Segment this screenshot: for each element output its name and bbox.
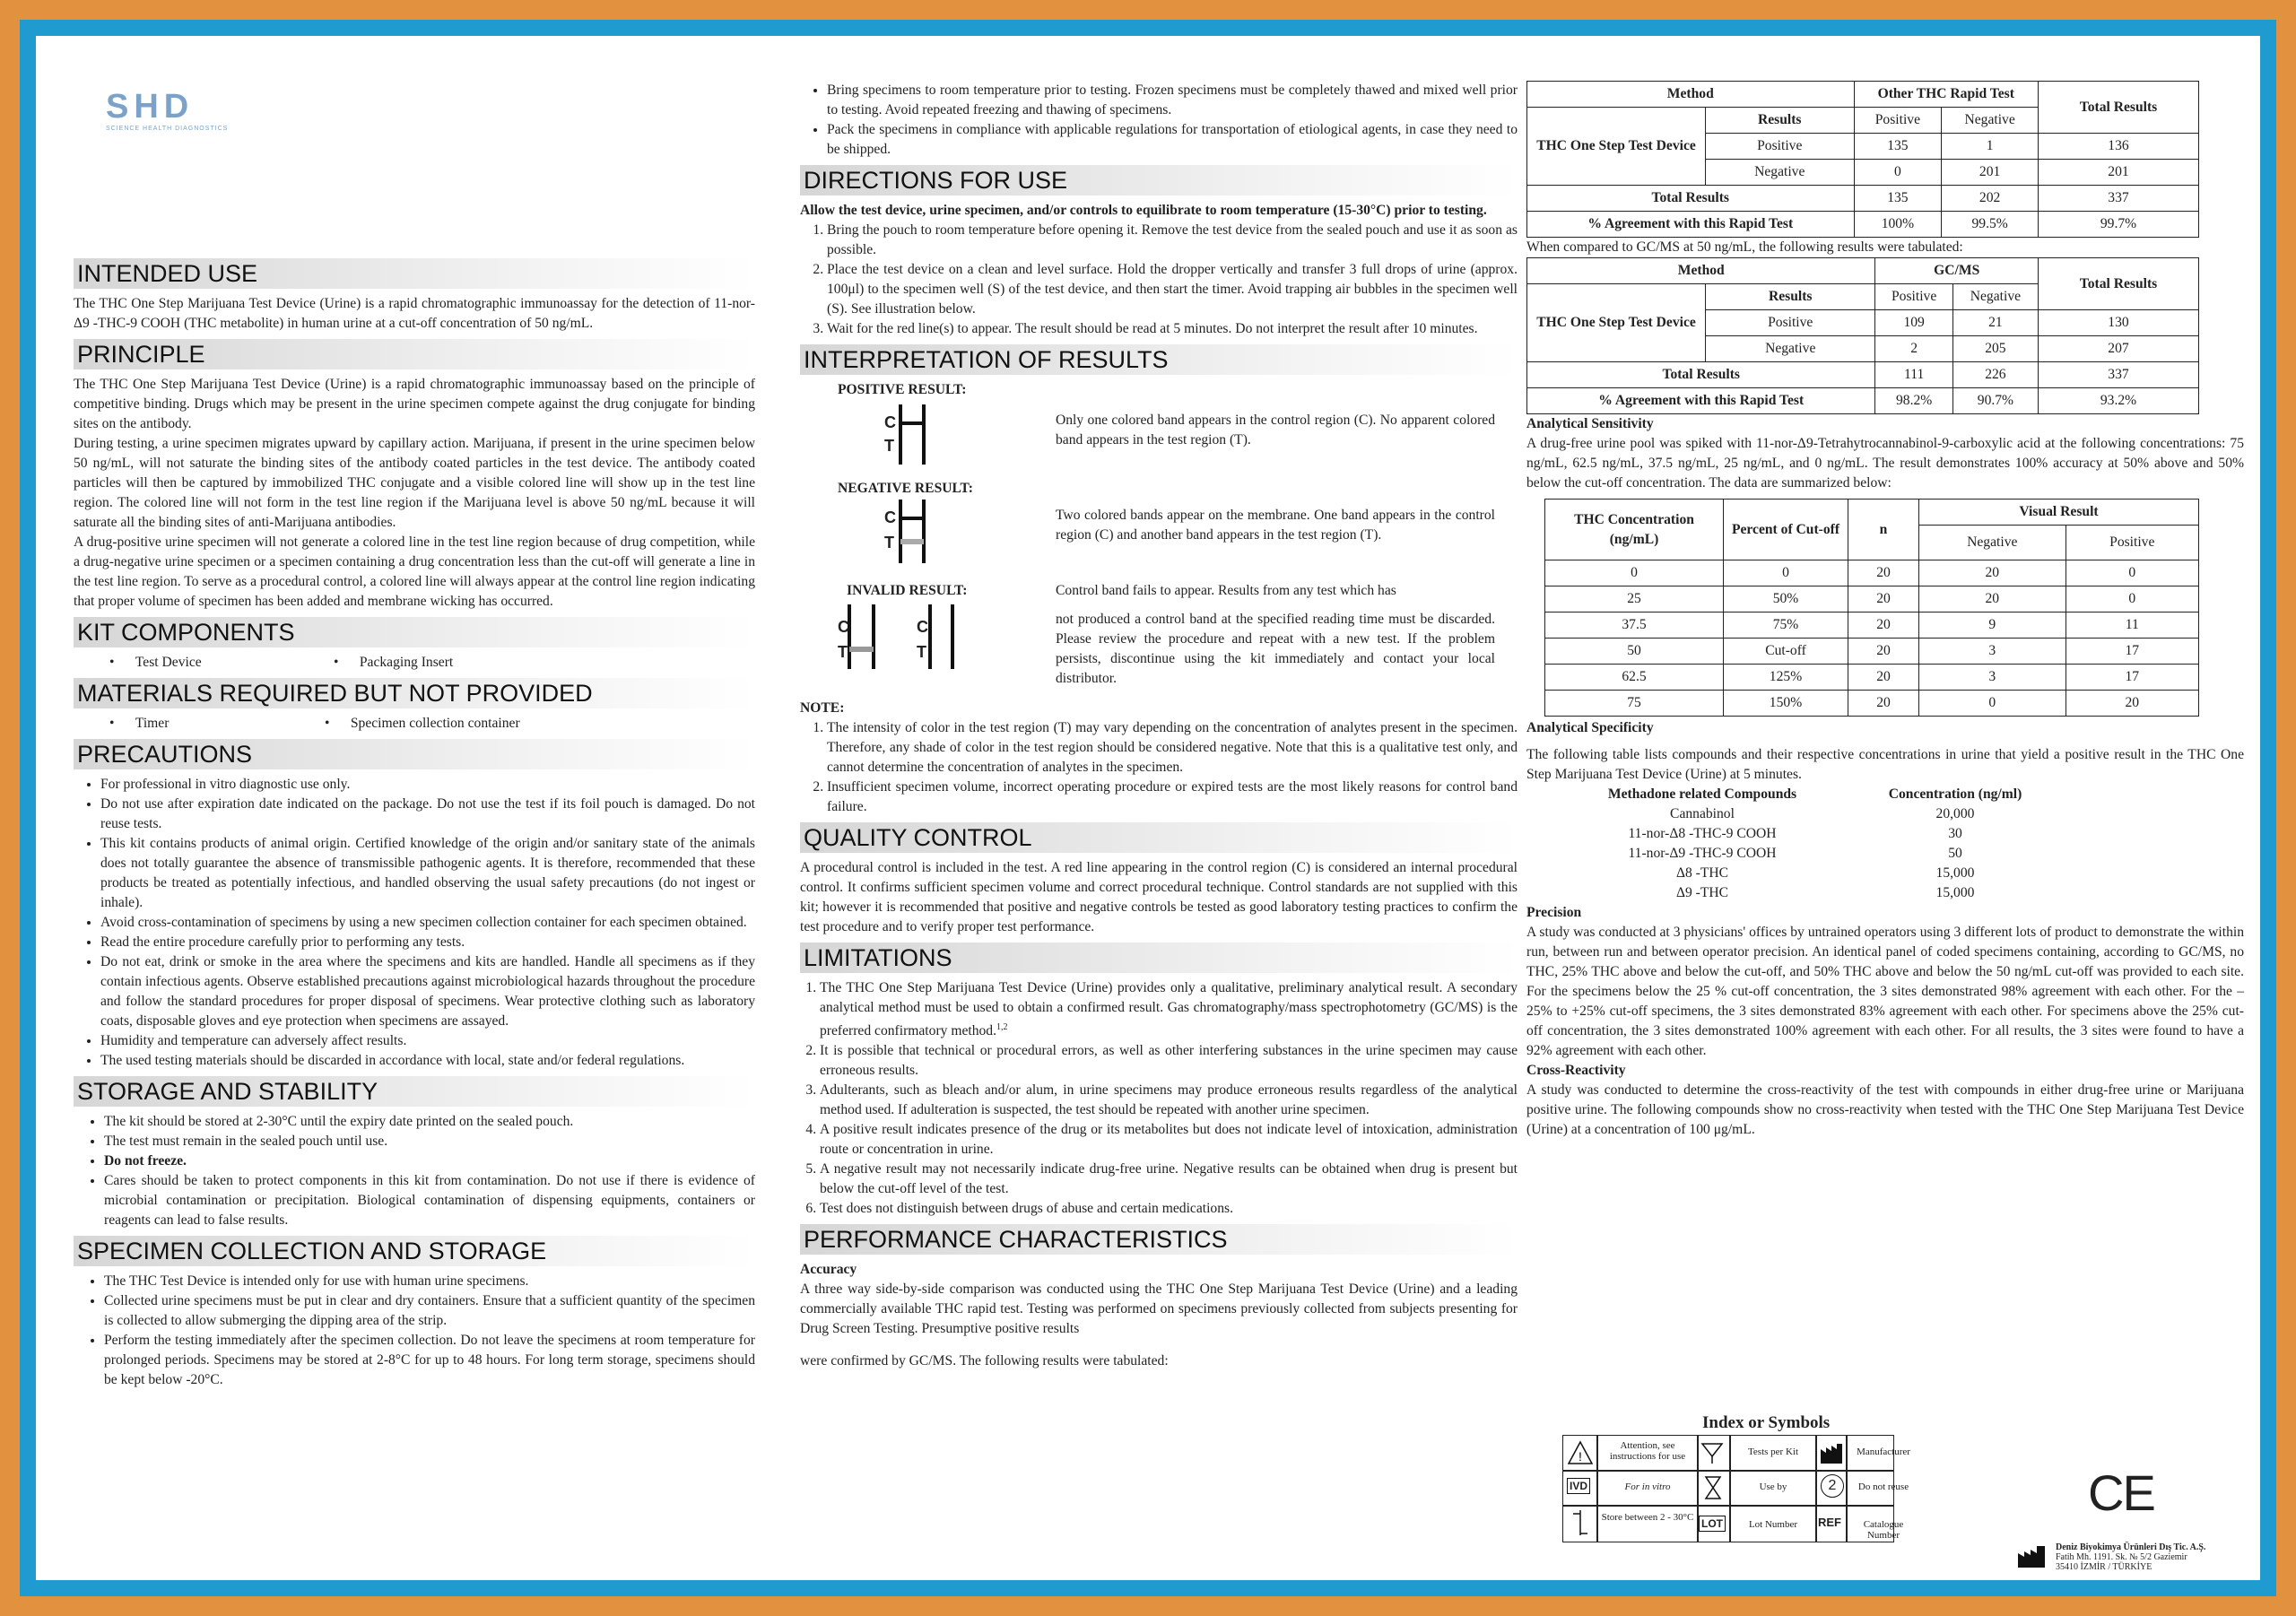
sensitivity-table — [1544, 499, 2199, 717]
table-cell: 0 — [2066, 560, 2198, 586]
analytical-specificity-label: Analytical Specificity — [1526, 720, 1654, 735]
direction-step: 1. Bring the pouch to room temperature before opening it. Remove the test device from the sealed pouch and use it as soon as possible. — [827, 221, 1518, 260]
table-row — [1562, 844, 2068, 864]
factory-icon — [2016, 1542, 2048, 1569]
manufacturer-icon — [1819, 1440, 1844, 1465]
table-cell: 201 — [1942, 160, 2039, 186]
analytical-sensitivity-label: Analytical Sensitivity — [1526, 416, 1654, 431]
table-row-header: % Agreement with this Rapid Test — [1527, 212, 1855, 238]
table-cell: 2 — [1875, 336, 1952, 362]
directions-lead: Allow the test device, urine specimen, and/or controls to equilibrate to room temperature (15-30°C) prior to testing. — [800, 203, 1487, 218]
negative-c-label: C — [884, 508, 896, 526]
material-item-container: • Specimen collection container — [325, 716, 520, 731]
table-cell: 37.5 — [1545, 613, 1724, 639]
precaution-item: • This kit contains products of animal origin. Certified knowledge of the origin and/or sanitary state of the animals does not totally guarantee the absence of transmissible pathogenic agents. It is therefore, recommended that these products be treated as potentially infectious, and handled observing the usual safety precautions (do not ingest or inhale). — [100, 834, 755, 913]
limitations-list — [800, 978, 1518, 1219]
positive-result-label: POSITIVE RESULT: — [838, 382, 967, 397]
invalid-t-label-2: T — [917, 643, 926, 661]
limitation-item: 1. The THC One Step Marijuana Test Device (Urine) provides only a qualitative, preliminary analytical result. A secondary analytical method must be used to obtain a confirmed result. Gas chromatography/mass spectrophotometry (GC/MS) is the preferred confirmatory method.$^{1,2}$ — [820, 978, 1518, 1041]
negative-result-strip-icon — [881, 495, 944, 567]
analytical-specificity-text: The following table lists compounds and their respective concentrations in urine that yield a positive result in the THC One Step Marijuana Test Device (Urine) at 5 minutes. — [1526, 747, 2244, 782]
table-row — [1545, 586, 2199, 613]
specimen-item: • Pack the specimens in compliance with applicable regulations for transportation of etiological agents, in case they need to be shipped. — [827, 120, 1518, 160]
kit-item-test-device: • Test Device — [109, 655, 202, 670]
table-header: Other THC Rapid Test — [1854, 82, 2038, 108]
tests-per-kit-label: Tests per Kit — [1747, 1447, 1799, 1457]
manufacturer-name: Deniz Biyokimya Ürünleri Dış Tic. A.Ş. — [2056, 1542, 2206, 1552]
ref-icon: REF — [1818, 1516, 1841, 1529]
principle-heading: PRINCIPLE — [74, 339, 755, 369]
table-cell: 17 — [2066, 639, 2198, 665]
table-cell: 20 — [1848, 613, 1919, 639]
specimen-item: • Bring specimens to room temperature prior to testing. Frozen specimens must be completely thawed and mixed well prior to testing. Avoid repeated freezing and thawing of specimens. — [827, 81, 1518, 120]
table-cell: 11-nor-Δ9 -THC-9 COOH — [1628, 846, 1777, 861]
table-cell: 50 — [1545, 639, 1724, 665]
accuracy-rapid-test-table — [1526, 81, 2199, 238]
limitation-reference: 1,2 — [996, 1022, 1008, 1032]
table-cell: 21 — [1952, 310, 2038, 336]
precautions-list — [74, 775, 755, 1071]
table-cell: 0 — [1854, 160, 1942, 186]
kit-components-heading: KIT COMPONENTS — [74, 617, 755, 647]
specimen-item: • Perform the testing immediately after the specimen collection. Do not leave the specimens at room temperature for prolonged periods. Specimens may be stored at 2-8°C for up to 48 hours. For long term storage, specimens should be kept below -20°C. — [104, 1331, 755, 1390]
limitation-item: 4. A positive result indicates presence of the drug or its metabolites but does not indicate level of intoxication, administration route or concentration in urine. — [820, 1120, 1518, 1160]
table-row-header: Total Results — [1527, 362, 1875, 388]
interpretation-block — [800, 380, 1518, 699]
catalogue-number-label: Catalogue Number — [1863, 1519, 1904, 1541]
table-cell: Cut-off — [1724, 639, 1848, 665]
table-cell: 93.2% — [2039, 388, 2199, 414]
leaflet-sheet — [36, 36, 2260, 1580]
table-cell: 20 — [1848, 691, 1919, 717]
storage-list — [74, 1112, 755, 1230]
storage-temperature-label: Store between 2 - 30°C — [1601, 1512, 1694, 1523]
hourglass-icon — [1700, 1474, 1726, 1501]
temperature-icon — [1568, 1508, 1593, 1539]
symbols-divider — [1562, 1470, 1894, 1472]
table-header: Results — [1706, 284, 1875, 310]
table-header: Concentration (ng/ml) — [1888, 786, 2022, 802]
in-vitro-label: For in vitro — [1624, 1481, 1671, 1492]
principle-para-3: A drug-positive urine specimen will not generate a colored line in the test line region because of drug competition, while a drug-negative urine specimen or a specimen containing a drug concentration less than the cut-off will generate a line in the test line region. To serve as a procedural control, a colored line will always appear at the control line region indicating that proper volume of specimen has been added and membrane wicking has occurred. — [74, 534, 755, 609]
ivd-icon: IVD — [1567, 1478, 1590, 1494]
table-cell: 135 — [1854, 134, 1942, 160]
table-cell: 207 — [2039, 336, 2199, 362]
table-cell: 125% — [1724, 665, 1848, 691]
principle-para-1: The THC One Step Marijuana Test Device (Urine) is a rapid chromatographic immunoassay based on the principle of competitive binding. Drugs which may be present in the urine specimen compete against the drug conjugate for binding sites on the antibody. — [74, 377, 755, 431]
invalid-c-label-2: C — [917, 618, 928, 636]
table-header: Positive — [1854, 108, 1942, 134]
table-cell: Cannabinol — [1670, 806, 1735, 821]
table-header: Positive — [1875, 284, 1952, 310]
table-cell: 99.7% — [2039, 212, 2199, 238]
table-cell: 20 — [1919, 586, 2066, 613]
attention-label: Attention, see instructions for use — [1609, 1440, 1686, 1462]
precaution-item: • The used testing materials should be discarded in accordance with local, state and/or federal regulations. — [100, 1051, 755, 1071]
table-cell: 25 — [1545, 586, 1724, 613]
note-item: 1. The intensity of color in the test region (T) may vary depending on the concentration of analytes present in the specimen. Therefore, any shade of color in the test region should be considered negative. Note that this is a qualitative test only, and cannot determine the concentration of analytes in the specimen. — [827, 718, 1518, 778]
accuracy-text-continued: were confirmed by GC/MS. The following results were tabulated: — [800, 1353, 1169, 1369]
accuracy-label: Accuracy — [800, 1262, 857, 1278]
material-item-timer: • Timer — [109, 716, 170, 731]
table-cell: 15,000 — [1935, 885, 1975, 900]
table-cell: 75 — [1545, 691, 1724, 717]
precaution-item: • Do not use after expiration date indicated on the package. Do not use the test if its foil pouch is damaged. Do not reuse tests. — [100, 795, 755, 834]
specimen-continued-list — [800, 81, 1518, 160]
table-row — [1562, 804, 2068, 824]
table-cell: 20 — [1848, 665, 1919, 691]
invalid-t-label-1: T — [838, 643, 848, 661]
table-cell: Δ8 -THC — [1675, 865, 1729, 881]
table-cell: 0 — [2066, 586, 2198, 613]
symbols-legend — [1562, 1435, 1910, 1542]
table-row — [1562, 864, 2068, 883]
table-cell: 0 — [1724, 560, 1848, 586]
table-cell: 99.5% — [1942, 212, 2039, 238]
table-cell: Positive — [1706, 134, 1855, 160]
table-cell: 62.5 — [1545, 665, 1724, 691]
table-cell: 136 — [2039, 134, 2199, 160]
lot-number-label: Lot Number — [1748, 1519, 1798, 1530]
manufacturer-address — [2056, 1542, 2205, 1572]
table-cell: 135 — [1854, 186, 1942, 212]
symbols-divider — [1562, 1505, 1894, 1507]
table-cell: 20,000 — [1935, 806, 1975, 821]
negative-t-label: T — [884, 534, 894, 552]
table-header: Negative — [1942, 108, 2039, 134]
table-cell: 11-nor-Δ8 -THC-9 COOH — [1628, 826, 1777, 841]
table-cell: 3 — [1919, 665, 2066, 691]
materials-heading: MATERIALS REQUIRED BUT NOT PROVIDED — [74, 678, 755, 708]
storage-item: • The kit should be stored at 2-30°C until the expiry date printed on the sealed pouch. — [104, 1112, 755, 1132]
warning-triangle-icon — [1568, 1440, 1593, 1465]
specificity-table — [1562, 785, 2068, 903]
accuracy-gcms-table — [1526, 257, 2199, 414]
invalid-c-label-1: C — [838, 618, 849, 636]
table-header: Visual Result — [1919, 500, 2199, 526]
precautions-heading: PRECAUTIONS — [74, 739, 755, 769]
directions-heading: DIRECTIONS FOR USE — [800, 165, 1518, 195]
quality-control-heading: QUALITY CONTROL — [800, 822, 1518, 853]
specimen-item: • Collected urine specimens must be put in clear and dry containers. Ensure that a sufficient quantity of the specimen is collected to allow submerging the dipping area of the strip. — [104, 1291, 755, 1331]
table-cell: Δ9 -THC — [1675, 885, 1729, 900]
precaution-item: • For professional in vitro diagnostic use only. — [100, 775, 755, 795]
limitation-item: 2. It is possible that technical or procedural errors, as well as other interfering substances in the urine specimen may cause erroneous results. — [820, 1041, 1518, 1081]
table-row — [1545, 560, 2199, 586]
table-cell: 109 — [1875, 310, 1952, 336]
invalid-result-label: INVALID RESULT: — [847, 583, 968, 598]
table-cell: 90.7% — [1952, 388, 2038, 414]
table-row — [1545, 665, 2199, 691]
specimen-item: • The THC Test Device is intended only for use with human urine specimens. — [104, 1272, 755, 1291]
table-cell: 111 — [1875, 362, 1952, 388]
storage-heading: STORAGE AND STABILITY — [74, 1076, 755, 1107]
table-cell: 75% — [1724, 613, 1848, 639]
table-row-header: THC One Step Test Device — [1527, 284, 1706, 362]
lot-icon: LOT — [1699, 1516, 1726, 1532]
table-header: Negative — [1952, 284, 2038, 310]
specimen-heading: SPECIMEN COLLECTION AND STORAGE — [74, 1236, 755, 1266]
direction-step: 2. Place the test device on a clean and level surface. Hold the dropper vertically and transfer 3 full drops of urine (approx. 100μl) to the specimen well (S) of the test device, and then start the timer. Avoid trapping air bubbles in the specimen well (S). See illustration below. — [827, 260, 1518, 319]
table-header: Negative — [1919, 526, 2066, 560]
limitation-item: 5. A negative result may not necessarily indicate drug-free urine. Negative results can be obtained when drug is present but below the cut-off level of the test. — [820, 1160, 1518, 1199]
table-header: Positive — [2066, 526, 2198, 560]
table-cell: 130 — [2039, 310, 2199, 336]
cross-reactivity-label: Cross-Reactivity — [1526, 1063, 1626, 1078]
precaution-item: • Read the entire procedure carefully prior to performing any tests. — [100, 933, 755, 952]
storage-item: • Cares should be taken to protect components in this kit from contamination. Do not use if there is evidence of microbial contamination or precipitation. Biological contamination of dispensing equipments, containers or reagents can lead to false results. — [104, 1171, 755, 1230]
table-cell: Negative — [1706, 160, 1855, 186]
ce-mark-icon: CE — [2088, 1464, 2154, 1521]
manufacturer-label: Manufacturer — [1857, 1447, 1910, 1457]
cross-reactivity-text: A study was conducted to determine the cross-reactivity of the test with compounds in either drug-free urine or Marijuana positive urine. The following compounds show no cross-reactivity when tested with the THC One Step Marijuana Test Device (Urine) at a concentration of 100 μg/mL. — [1526, 1082, 2244, 1137]
note-label: NOTE: — [800, 700, 845, 716]
column-2 — [800, 81, 1518, 1371]
accuracy-text: A three way side-by-side comparison was conducted using the THC One Step Marijuana Test Device (Urine) and a leading commercially available THC rapid test. Testing was performed on specimens previously collected from subjects presenting for Drug Screen Testing. Presumptive positive results — [800, 1282, 1518, 1337]
specimen-list — [74, 1272, 755, 1390]
tests-per-kit-icon — [1700, 1440, 1726, 1465]
table-row-header: % Agreement with this Rapid Test — [1527, 388, 1875, 414]
table-cell: 337 — [2039, 186, 2199, 212]
gcms-intro: When compared to GC/MS at 50 ng/mL, the following results were tabulated: — [1526, 239, 1963, 255]
table-header: Methadone related Compounds — [1607, 786, 1797, 802]
table-cell: 205 — [1952, 336, 2038, 362]
column-1 — [74, 253, 755, 1390]
limitations-heading: LIMITATIONS — [800, 943, 1518, 973]
table-cell: 50% — [1724, 586, 1848, 613]
table-cell: 98.2% — [1875, 388, 1952, 414]
table-row — [1562, 883, 2068, 903]
kit-components-list — [74, 653, 755, 673]
principle-para-2: During testing, a urine specimen migrates upward by capillary action. Marijuana, if present in the urine specimen below 50 ng/mL, will not saturate the binding sites of the antibody coated particles in the test device. The antibody coated particles will then be captured by immobilized THC conjugate and a visible colored line will show up in the test line region. The colored line will not form in the test line region if the Marijuana level is above 50 ng/mL because it will saturate all the binding sites of anti-Marijuana antibodies. — [74, 436, 755, 530]
table-cell: 30 — [1948, 826, 1962, 841]
table-cell: 15,000 — [1935, 865, 1975, 881]
kit-item-insert: • Packaging Insert — [334, 655, 454, 670]
shd-logo: SHD — [106, 88, 195, 126]
table-cell: Negative — [1706, 336, 1875, 362]
invalid-result-text-1: Control band fails to appear. Results from any test which has — [1056, 583, 1396, 598]
table-row — [1545, 639, 2199, 665]
table-row-header: THC One Step Test Device — [1527, 108, 1706, 186]
table-cell: 20 — [1848, 560, 1919, 586]
svg-text:!: ! — [1578, 1449, 1582, 1464]
table-cell: 9 — [1919, 613, 2066, 639]
negative-result-label: NEGATIVE RESULT: — [838, 481, 973, 496]
table-cell: 50 — [1948, 846, 1962, 861]
table-cell: 17 — [2066, 665, 2198, 691]
column-3 — [1526, 81, 2244, 1140]
notes-list — [800, 718, 1518, 817]
direction-step: 3. Wait for the red line(s) to appear. The result should be read at 5 minutes. Do not interpret the result after 10 minutes. — [827, 319, 1518, 339]
table-row — [1562, 824, 2068, 844]
do-not-reuse-icon: 2 — [1821, 1474, 1844, 1498]
precision-label: Precision — [1526, 905, 1582, 920]
intended-use-heading: INTENDED USE — [74, 258, 755, 289]
table-header: GC/MS — [1875, 258, 2039, 284]
table-header: Results — [1706, 108, 1855, 134]
manufacturer-address-line-2: 35410 İZMİR / TÜRKİYE — [2056, 1562, 2152, 1572]
manufacturer-address-line-1: Fatih Mh. 1191. Sk. № 5/2 Gaziemir — [2056, 1552, 2187, 1562]
table-header: Percent of Cut-off — [1724, 500, 1848, 560]
table-header: Total Results — [2039, 258, 2199, 310]
symbols-divider — [1815, 1435, 1817, 1542]
table-cell: 20 — [1919, 560, 2066, 586]
symbols-title: Index or Symbols — [1702, 1413, 1831, 1432]
analytical-sensitivity-text: A drug-free urine pool was spiked with 11-nor-Δ9-Tetrahytrocannabinol-9-carboxylic acid at the following concentrations: 75 ng/mL, 62.5 ng/mL, 37.5 ng/mL, 25 ng/mL, and 0 ng/mL. The result demonstrates 100% accuracy at 50% above and 50% below the cut-off concentration. The data are summarized below: — [1526, 436, 2244, 491]
precaution-item: • Humidity and temperature can adversely affect results. — [100, 1031, 755, 1051]
positive-t-label: T — [884, 437, 894, 455]
note-item: 2. Insufficient specimen volume, incorrect operating procedure or expired tests are the most likely reasons for control band failure. — [827, 778, 1518, 817]
storage-item: • The test must remain in the sealed pouch until use. — [104, 1132, 755, 1151]
positive-result-text: Only one colored band appears in the control region (C). No apparent colored band appears in the test region (T). — [1056, 413, 1495, 447]
table-header: Total Results — [2039, 82, 2199, 134]
directions-steps — [800, 221, 1518, 339]
interpretation-heading: INTERPRETATION OF RESULTS — [800, 344, 1518, 375]
positive-c-label: C — [884, 413, 896, 431]
table-row-header: Total Results — [1527, 186, 1855, 212]
performance-heading: PERFORMANCE CHARACTERISTICS — [800, 1224, 1518, 1255]
table-cell: 226 — [1952, 362, 2038, 388]
table-cell: 3 — [1919, 639, 2066, 665]
positive-result-strip-icon — [881, 400, 944, 468]
shd-logo-tagline: SCIENCE HEALTH DIAGNOSTICS — [106, 126, 229, 132]
table-cell: Positive — [1706, 310, 1875, 336]
intended-use-text: The THC One Step Marijuana Test Device (Urine) is a rapid chromatographic immunoassay for the detection of 11-nor-Δ9 -THC-9 COOH (THC metabolite) in human urine at a cut-off concentration of 50 ng/mL. — [74, 296, 755, 331]
negative-result-text: Two colored bands appear on the membrane. One band appears in the control region (C) and another band appears in the test region (T). — [1056, 508, 1495, 543]
table-cell: 1 — [1942, 134, 2039, 160]
table-cell: 100% — [1854, 212, 1942, 238]
table-cell: 20 — [1848, 639, 1919, 665]
table-cell: 0 — [1545, 560, 1724, 586]
table-header: n — [1848, 500, 1919, 560]
quality-control-text: A procedural control is included in the test. A red line appearing in the control region (C) is considered an internal procedural control. It confirms sufficient specimen volume and correct procedural technique. Control standards are not supplied with this kit; however it is recommended that positive and negative controls be tested as good laboratory testing practices to confirm the test procedure and to verify proper test performance. — [800, 860, 1518, 934]
table-header: THC Concentration (ng/mL) — [1545, 500, 1724, 560]
storage-item: • Do not freeze. — [104, 1151, 755, 1171]
table-header: Method — [1527, 82, 1855, 108]
precaution-item: • Do not eat, drink or smoke in the area where the specimens and kits are handled. Handle all specimens as if they contain infectious agents. Observe established precautions against microbiological hazards throughout the procedure and follow the standard procedures for proper disposal of specimens. Wear protective clothing such as laboratory coats, disposable gloves and eye protection when specimens are assayed. — [100, 952, 755, 1031]
table-cell: 337 — [2039, 362, 2199, 388]
table-cell: 11 — [2066, 613, 2198, 639]
table-cell: 150% — [1724, 691, 1848, 717]
table-cell: 20 — [1848, 586, 1919, 613]
table-cell: 202 — [1942, 186, 2039, 212]
limitation-item: 6. Test does not distinguish between drugs of abuse and certain medications. — [820, 1199, 1518, 1219]
invalid-result-text-2: not produced a control band at the specified reading time must be discarded. Please review the procedure and repeat with a new test. If the problem persists, discontinue using the kit immediately and contact your local distributor. — [1056, 612, 1495, 686]
table-row — [1545, 691, 2199, 717]
use-by-label: Use by — [1759, 1481, 1787, 1492]
limitation-item: 3. Adulterants, such as bleach and/or alum, in urine specimens may produce erroneous results regardless of the analytical method used. If adulteration is suspected, the test should be repeated with another urine specimen. — [820, 1081, 1518, 1120]
table-cell: 20 — [2066, 691, 2198, 717]
precaution-item: • Avoid cross-contamination of specimens by using a new specimen collection container for each specimen obtained. — [100, 913, 755, 933]
table-cell: 201 — [2039, 160, 2199, 186]
materials-list — [74, 714, 755, 734]
table-cell: 0 — [1919, 691, 2066, 717]
invalid-result-strip-icon — [827, 601, 1015, 673]
precision-text: A study was conducted at 3 physicians' offices by untrained operators using 3 different lots of product to demonstrate the within run, between run and between operator precision. An identical panel of coded specimens containing, according to GC/MS, no THC, 25% THC above and below the cut-off, and 50% THC above and below the 50 ng/mL cut-off was provided to each site. For the specimens below the 25 % cut-off concentration, the 3 sites demonstrated 98% agreement with each other. For the –25% to +25% cut-off specimens, the 3 sites demonstrated 83% agreement with each other. For specimens above the 25% cut-off concentration, the 3 sites demonstrated 100% agreement with each other. For all results, the 3 sites were found to have a 92% agreement with each other. — [1526, 925, 2244, 1058]
table-row — [1545, 613, 2199, 639]
table-header: Method — [1527, 258, 1875, 284]
do-not-reuse-label: Do not reuse — [1857, 1481, 1909, 1492]
